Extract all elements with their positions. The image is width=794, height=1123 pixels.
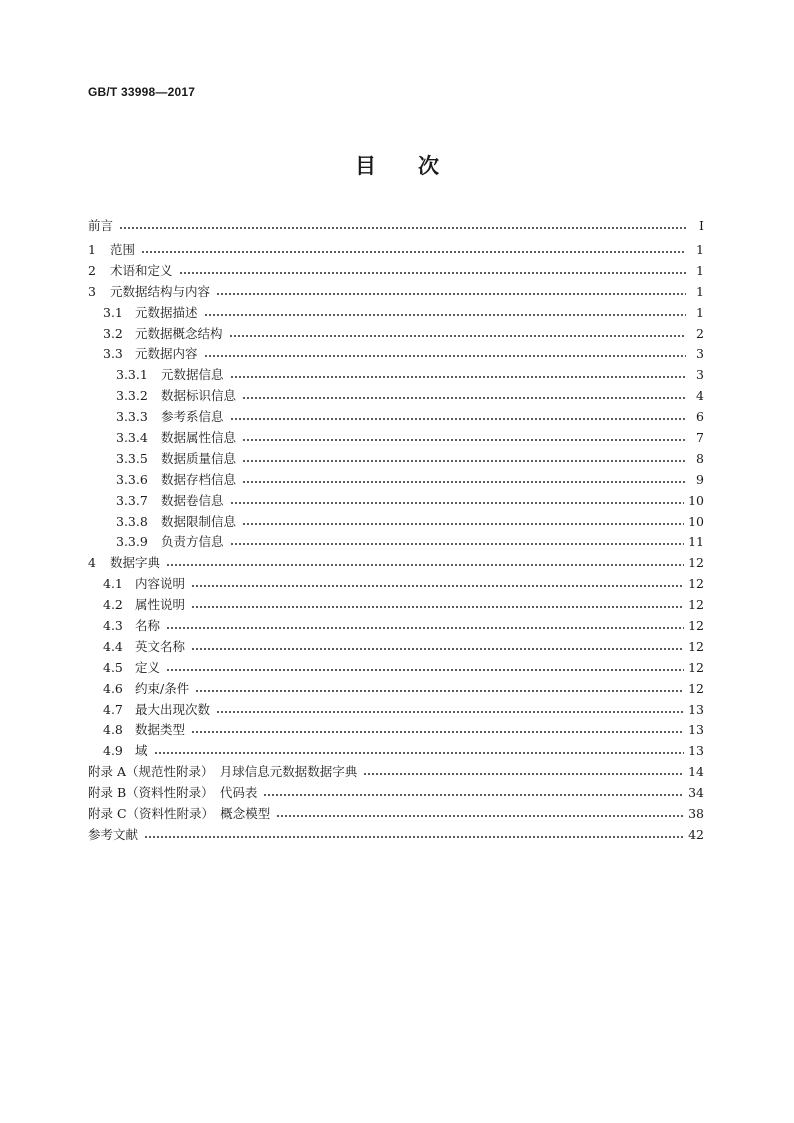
table-of-contents xyxy=(88,216,704,846)
toc-entry-title: 参考系信息 xyxy=(161,409,224,425)
toc-entry[interactable] xyxy=(88,386,704,407)
dot-leader xyxy=(230,369,686,379)
toc-entry-number: 4.3 xyxy=(103,618,123,634)
toc-entry-number: 3.3.3 xyxy=(116,409,148,425)
dot-leader xyxy=(363,766,684,776)
toc-entry-number: 4 xyxy=(88,555,96,571)
toc-entry[interactable] xyxy=(88,762,704,783)
dot-leader xyxy=(230,536,685,546)
toc-entry[interactable] xyxy=(88,720,704,741)
dot-leader xyxy=(191,641,684,651)
toc-entry-page: 12 xyxy=(688,680,704,696)
toc-entry-title: 元数据内容 xyxy=(135,346,198,362)
toc-entry-title: 数据卷信息 xyxy=(161,492,224,508)
dot-leader xyxy=(242,432,686,442)
toc-entry-page: 12 xyxy=(688,638,704,654)
toc-entry[interactable] xyxy=(88,679,704,700)
toc-entry-page: 12 xyxy=(688,555,704,571)
toc-entry-page: 10 xyxy=(688,513,704,529)
toc-entry-number: 3.3.4 xyxy=(116,430,148,446)
toc-entry[interactable] xyxy=(88,324,704,345)
toc-entry-number: 3.3.2 xyxy=(116,388,148,404)
dot-leader xyxy=(166,557,684,567)
toc-entry-title: 元数据信息 xyxy=(161,367,224,383)
dot-leader xyxy=(191,578,684,588)
toc-entry[interactable] xyxy=(88,216,704,240)
toc-entry-title: 数据限制信息 xyxy=(161,513,237,529)
toc-entry-title: 数据字典 xyxy=(110,555,161,571)
toc-entry[interactable] xyxy=(88,449,704,470)
toc-entry-page: 42 xyxy=(688,826,704,842)
toc-entry-number: 3.2 xyxy=(103,325,123,341)
toc-entry[interactable] xyxy=(88,491,704,512)
toc-entry-number: 4.7 xyxy=(103,701,123,717)
dot-leader xyxy=(276,808,684,818)
toc-entry-page: 6 xyxy=(696,409,704,425)
toc-entry-title: 参考文献 xyxy=(88,826,139,842)
toc-entry[interactable] xyxy=(88,470,704,491)
toc-entry-title: 名称 xyxy=(135,618,161,634)
toc-entry-title: 定义 xyxy=(135,659,161,675)
toc-entry-number: 4.5 xyxy=(103,659,123,675)
toc-entry-page: 10 xyxy=(688,492,704,508)
dot-leader xyxy=(195,683,684,693)
toc-entry-page: 1 xyxy=(696,242,704,257)
toc-entry-title: 范围 xyxy=(110,242,136,257)
dot-leader xyxy=(216,704,684,714)
toc-entry-title: 元数据概念结构 xyxy=(135,325,223,341)
toc-entry[interactable] xyxy=(88,428,704,449)
toc-entry-page: 4 xyxy=(696,388,704,404)
toc-entry-page: 1 xyxy=(696,283,704,299)
toc-entry[interactable] xyxy=(88,282,704,303)
toc-entry-page: 7 xyxy=(696,430,704,446)
toc-entry-title: 数据类型 xyxy=(135,722,186,738)
toc-entry[interactable] xyxy=(88,407,704,428)
toc-entry-number: 2 xyxy=(88,262,96,278)
toc-entry-page: 11 xyxy=(688,534,704,550)
toc-entry[interactable] xyxy=(88,553,704,574)
toc-entry-title: 附录 A（规范性附录） 月球信息元数据数据字典 xyxy=(88,764,358,780)
dot-leader xyxy=(154,745,685,755)
toc-entry[interactable] xyxy=(88,261,704,282)
toc-entry-title: 前言 xyxy=(88,218,114,233)
dot-leader xyxy=(119,220,686,230)
dot-leader xyxy=(191,724,684,734)
toc-entry[interactable] xyxy=(88,532,704,553)
toc-entry-title: 数据存档信息 xyxy=(161,471,237,487)
toc-entry-title: 内容说明 xyxy=(135,576,186,592)
toc-entry-number: 3.1 xyxy=(103,304,123,320)
dot-leader xyxy=(229,328,686,338)
standard-code: GB/T 33998—2017 xyxy=(88,85,196,99)
toc-entry[interactable] xyxy=(88,658,704,679)
dot-leader xyxy=(216,286,686,296)
toc-entry[interactable] xyxy=(88,365,704,386)
toc-entry-page: 14 xyxy=(688,764,704,780)
toc-entry-number: 3.3.7 xyxy=(116,492,148,508)
toc-entry-page: 12 xyxy=(688,618,704,634)
dot-leader xyxy=(204,348,686,358)
dot-leader xyxy=(166,620,684,630)
dot-leader xyxy=(179,265,686,275)
toc-entry-title: 约束/条件 xyxy=(135,680,190,696)
toc-entry-title: 数据标识信息 xyxy=(161,388,237,404)
dot-leader xyxy=(204,307,686,317)
toc-entry-title: 数据属性信息 xyxy=(161,430,237,446)
toc-entry-number: 4.6 xyxy=(103,680,123,696)
toc-entry-page: 12 xyxy=(688,659,704,675)
toc-entry-page: 13 xyxy=(688,701,704,717)
dot-leader xyxy=(191,599,684,609)
toc-entry-page: 13 xyxy=(688,743,704,759)
dot-leader xyxy=(230,411,686,421)
toc-entry[interactable] xyxy=(88,741,704,762)
toc-entry-title: 附录 C（资料性附录） 概念模型 xyxy=(88,806,271,822)
toc-entry-number: 4.2 xyxy=(103,597,123,613)
toc-entry[interactable] xyxy=(88,700,704,721)
toc-entry-page: 12 xyxy=(688,597,704,613)
toc-entry-page: 9 xyxy=(696,471,704,487)
dot-leader xyxy=(242,453,686,463)
dot-leader xyxy=(242,516,684,526)
toc-entry-page: 1 xyxy=(696,304,704,320)
toc-entry-page: 34 xyxy=(688,785,704,801)
toc-entry-title: 英文名称 xyxy=(135,638,186,654)
toc-entry[interactable] xyxy=(88,595,704,616)
dot-leader xyxy=(242,474,686,484)
page-title: 目 次 xyxy=(355,153,439,178)
toc-entry-page: 12 xyxy=(688,576,704,592)
toc-entry[interactable] xyxy=(88,804,704,825)
toc-entry-number: 4.9 xyxy=(103,743,123,759)
toc-entry-page: 1 xyxy=(696,262,704,278)
toc-entry[interactable] xyxy=(88,512,704,533)
toc-entry[interactable] xyxy=(88,303,704,324)
toc-entry-page: 38 xyxy=(688,806,704,822)
toc-entry-number: 1 xyxy=(88,242,96,257)
toc-entry-title: 域 xyxy=(135,743,148,759)
toc-entry-title: 最大出现次数 xyxy=(135,701,211,717)
toc-entry[interactable] xyxy=(88,825,704,846)
toc-entry-number: 3.3.5 xyxy=(116,450,148,466)
toc-entry-number: 3.3.6 xyxy=(116,471,148,487)
toc-entry-number: 3.3.8 xyxy=(116,513,148,529)
toc-entry[interactable] xyxy=(88,240,704,261)
toc-entry[interactable] xyxy=(88,637,704,658)
toc-entry[interactable] xyxy=(88,783,704,804)
toc-entry-number: 4.8 xyxy=(103,722,123,738)
toc-entry-title: 附录 B（资料性附录） 代码表 xyxy=(88,785,258,801)
toc-entry-page: 3 xyxy=(696,367,704,383)
toc-entry-title: 元数据结构与内容 xyxy=(110,283,211,299)
toc-entry-page: 13 xyxy=(688,722,704,738)
toc-entry-title: 负责方信息 xyxy=(161,534,224,550)
toc-entry-number: 3.3 xyxy=(103,346,123,362)
toc-entry-page: 3 xyxy=(696,346,704,362)
dot-leader xyxy=(230,495,685,505)
toc-entry[interactable] xyxy=(88,616,704,637)
toc-entry-number: 3.3.1 xyxy=(116,367,148,383)
dot-leader xyxy=(242,390,686,400)
toc-entry[interactable] xyxy=(88,344,704,365)
toc-entry-page: 2 xyxy=(696,325,704,341)
dot-leader xyxy=(141,244,686,254)
toc-entry-page: 8 xyxy=(696,450,704,466)
toc-entry-number: 3.3.9 xyxy=(116,534,148,550)
toc-entry-number: 3 xyxy=(88,283,96,299)
toc-entry-number: 4.4 xyxy=(103,638,123,654)
toc-entry-number: 4.1 xyxy=(103,576,123,592)
toc-entry-page: Ⅰ xyxy=(699,218,704,233)
toc-entry-title: 元数据描述 xyxy=(135,304,198,320)
dot-leader xyxy=(166,662,684,672)
toc-entry-title: 属性说明 xyxy=(135,597,186,613)
toc-entry-title: 术语和定义 xyxy=(110,262,173,278)
toc-entry-title: 数据质量信息 xyxy=(161,450,237,466)
dot-leader xyxy=(263,787,684,797)
toc-entry[interactable] xyxy=(88,574,704,595)
dot-leader xyxy=(144,829,684,839)
